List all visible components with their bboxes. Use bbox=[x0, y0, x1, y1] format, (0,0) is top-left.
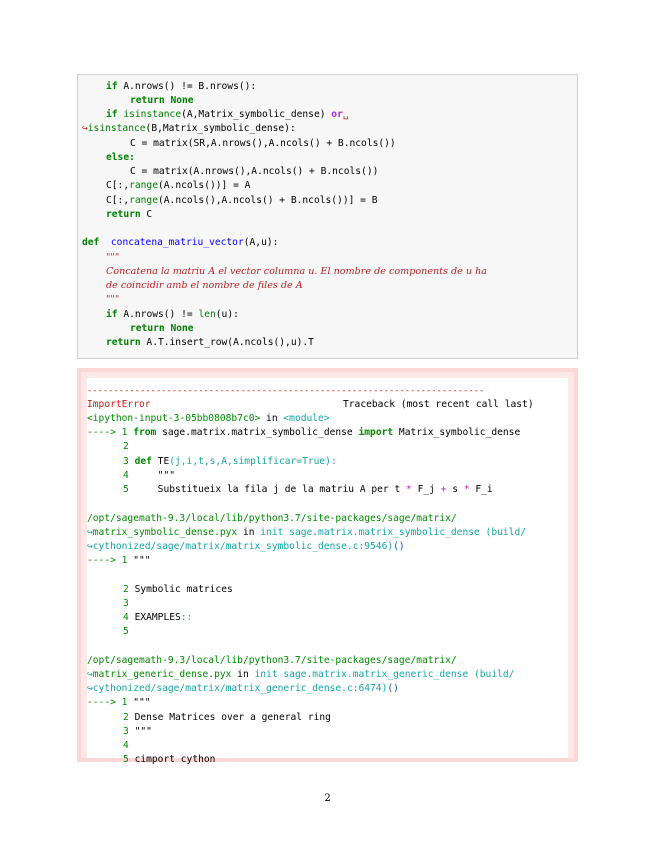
code-line: C = matrix(A.nrows(),A.ncols() + B.ncols()) bbox=[130, 166, 379, 177]
code-line: C[:,range(A.ncols())] = A bbox=[106, 180, 251, 191]
traceback-line: ----> 1 """ bbox=[87, 555, 151, 566]
code-line: if A.nrows() != len(u): bbox=[106, 309, 239, 320]
traceback-line: ----> 1 from sage.matrix.matrix_symbolic_dense import Matrix_symbolic_dense bbox=[87, 427, 521, 438]
code-line: if A.nrows() != B.nrows(): bbox=[106, 81, 257, 92]
docstring-line: """ bbox=[106, 252, 120, 263]
code-line: ↪isinstance(B,Matrix_symbolic_dense): bbox=[82, 123, 296, 134]
traceback-line: 3 bbox=[123, 598, 129, 609]
docstring-line: """ bbox=[106, 294, 120, 305]
code-line: return None bbox=[130, 323, 194, 334]
traceback-line: 4 bbox=[123, 740, 129, 751]
traceback-line: 3 """ bbox=[123, 726, 152, 737]
traceback-line: 2 Symbolic matrices bbox=[123, 584, 233, 595]
traceback-file-path: ↪cythonized/sage/matrix/matrix_symbolic_dense.c:9546)() bbox=[87, 541, 405, 552]
traceback-line: 5 bbox=[123, 626, 129, 637]
traceback-line: 5 Substitueix la fila j de la matriu A per t * F_j + s * F_i bbox=[123, 484, 493, 495]
traceback-file-path: ↪cythonized/sage/matrix/matrix_generic_dense.c:6474)() bbox=[87, 683, 399, 694]
traceback-line: 4 """ bbox=[123, 470, 175, 481]
page-number: 2 bbox=[324, 793, 331, 804]
traceback-line: ----> 1 """ bbox=[87, 697, 151, 708]
code-line: def concatena_matriu_vector(A,u): bbox=[82, 237, 279, 248]
traceback-line: 3 def TE(j,i,t,s,A,simplificar=True): bbox=[123, 456, 337, 467]
error-output-cell bbox=[77, 368, 578, 765]
traceback-line: 2 Dense Matrices over a general ring bbox=[123, 712, 331, 723]
code-line: return None bbox=[130, 95, 194, 106]
traceback-file-path: /opt/sagemath-9.3/local/lib/python3.7/site-packages/sage/matrix/ bbox=[87, 513, 457, 524]
traceback-input-ref: <ipython-input-3-05bb0808b7c0> in <module> bbox=[87, 413, 330, 424]
docstring-line: Concatena la matriu A el vector columna u. El nombre de components de u ha bbox=[106, 266, 488, 277]
code-line: C = matrix(SR,A.nrows(),A.ncols() + B.ncols()) bbox=[130, 138, 396, 149]
code-line: return A.T.insert_row(A.ncols(),u).T bbox=[106, 337, 314, 348]
traceback-file-path: ↪matrix_generic_dense.pyx in init sage.matrix.matrix_generic_dense (build/ bbox=[87, 669, 515, 680]
traceback-line: 2 bbox=[123, 441, 129, 452]
error-output-body bbox=[87, 378, 568, 765]
traceback-file-path: /opt/sagemath-9.3/local/lib/python3.7/site-packages/sage/matrix/ bbox=[87, 655, 457, 666]
traceback-line: 5 cimport cython bbox=[123, 754, 216, 765]
traceback-line: 4 EXAMPLES:: bbox=[123, 612, 193, 623]
error-type: ImportError bbox=[87, 399, 151, 410]
traceback-label: Traceback (most recent call last) bbox=[343, 399, 534, 410]
code-line: return C bbox=[106, 209, 153, 220]
traceback-file-path: ↪matrix_symbolic_dense.pyx in init sage.matrix.matrix_symbolic_dense (build/ bbox=[87, 527, 526, 538]
code-line: if isinstance(A,Matrix_symbolic_dense) or␣ bbox=[106, 109, 349, 120]
code-line: C[:,range(A.ncols(),A.ncols() + B.ncols())] = B bbox=[106, 195, 378, 206]
code-cell[interactable] bbox=[77, 74, 578, 359]
code-line: else: bbox=[106, 152, 135, 163]
traceback-rule: --------------------------------------------------------------------------- bbox=[87, 386, 485, 396]
docstring-line: de coincidir amb el nombre de files de A bbox=[106, 280, 303, 291]
